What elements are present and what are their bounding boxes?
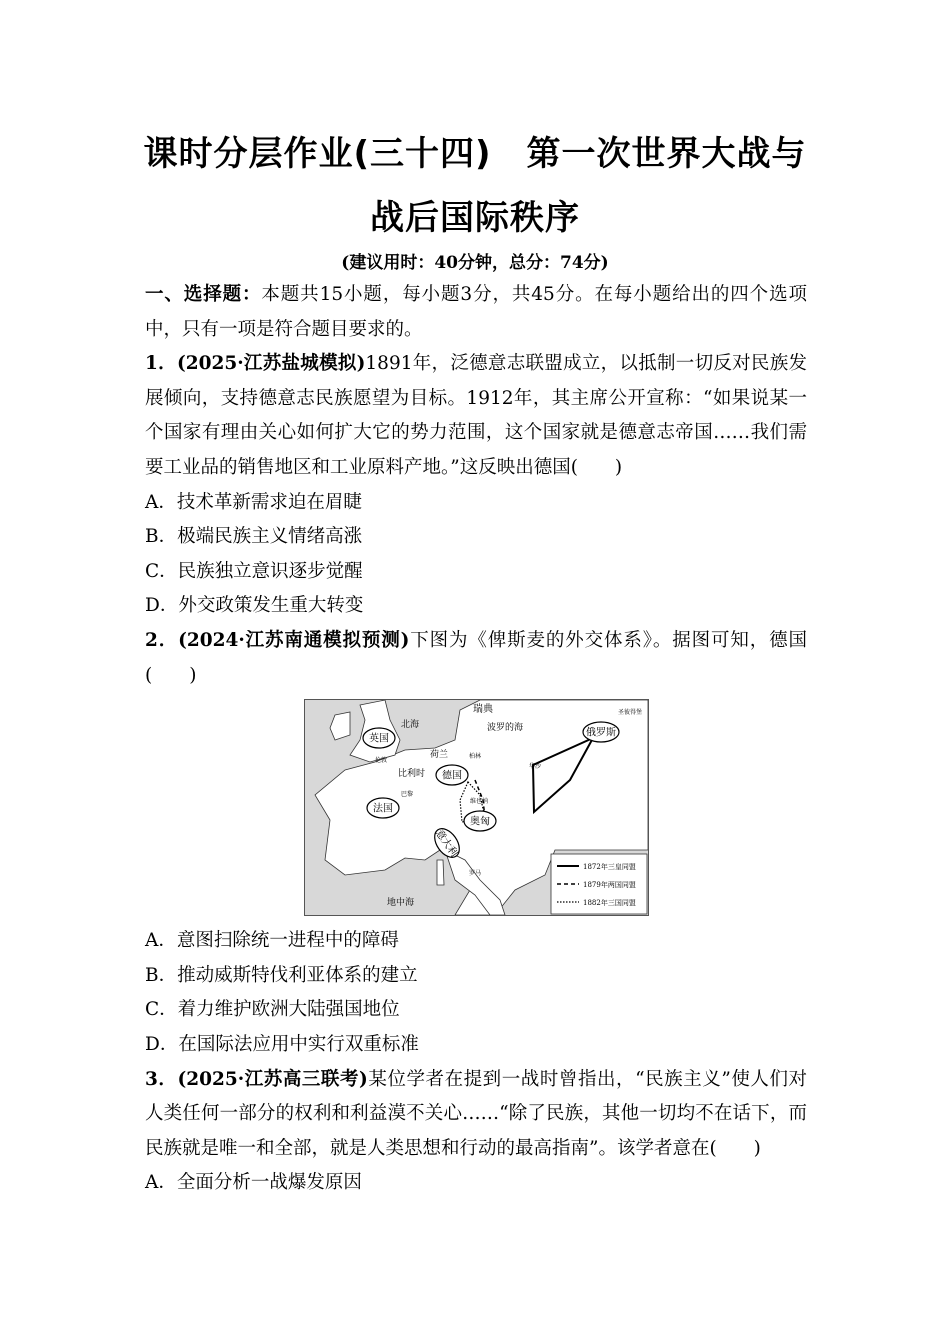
place-label: 波罗的海 (487, 723, 524, 734)
option-a: A．意图扫除统一进程中的障碍 (145, 930, 399, 952)
country-label: 英国 (369, 733, 389, 745)
legend-1882: 1882年三国同盟 (583, 899, 636, 908)
place-label: 圣彼得堡 (618, 709, 643, 717)
option-a: A．技术革新需求迫在眉睫 (145, 491, 362, 513)
legend-1872: 1872年三皇同盟 (583, 863, 636, 872)
place-label: 伦敦 (375, 757, 388, 765)
place-label: 罗马 (469, 870, 482, 878)
place-label: 柏林 (469, 753, 482, 761)
option-c: C．民族独立意识逐步觉醒 (145, 560, 363, 582)
question-number: 3． (145, 1068, 178, 1090)
page-title-line1: 课时分层作业(三十四) 第一次世界大战与 (143, 134, 807, 174)
place-label: 比利时 (398, 769, 426, 780)
place-label: 巴黎 (401, 791, 414, 799)
option-d: D．在国际法应用中实行双重标准 (145, 1033, 419, 1055)
section-text: 本题共15小题，每小题3分，共45分。在每小题给出的四个选项中，只有一项是符合题目要求的。 (145, 284, 807, 340)
place-label: 地中海 (387, 898, 415, 909)
place-label: 维也纳 (470, 798, 489, 806)
sardinia-land (437, 860, 444, 885)
question-source: (2024·江苏南通模拟预测) (178, 629, 410, 651)
question-number: 2． (145, 629, 179, 651)
bismarck-alliance-map (304, 699, 649, 916)
question-stem: 下图为《俾斯麦的外交体系》。据图可知，德国( ) (145, 629, 807, 686)
question-2 (145, 624, 807, 693)
question-3 (145, 1063, 807, 1167)
legend-1879: 1879年两国同盟 (583, 881, 636, 890)
country-label: 德国 (442, 770, 462, 782)
section-instructions (145, 278, 807, 347)
section-heading: 一、选择题： (145, 284, 262, 305)
option-c: C．着力维护欧洲大陆强国地位 (145, 999, 400, 1021)
question-source: (2025·江苏高三联考) (177, 1068, 368, 1090)
question-source: (2025·江苏盐城模拟) (176, 353, 366, 375)
country-label: 法国 (373, 803, 393, 815)
country-label: 俄罗斯 (586, 727, 616, 739)
place-label: 北海 (401, 720, 420, 731)
subtitle: (建议用时：40分钟，总分：74分) (341, 253, 609, 273)
question-number: 1． (145, 353, 177, 375)
place-label: 华沙 (529, 763, 542, 771)
place-label: 荷兰 (430, 750, 449, 761)
option-b: B．推动威斯特伐利亚体系的建立 (145, 964, 418, 986)
country-label: 意大利 (433, 828, 460, 860)
country-label: 奥匈 (470, 816, 490, 828)
page-title-line2: 战后国际秩序 (370, 198, 580, 238)
question-1 (145, 347, 807, 485)
option-a: A．全面分析一战爆发原因 (145, 1172, 362, 1194)
question-stem: 1891年，泛德意志联盟成立，以抵制一切反对民族发展倾向，支持德意志民族愿望为目标。1912年，其主席公开宣称：“如果说某一个国家有理由关心如何扩大它的势力范围，这个国家就是德意志帝国……我们需要工业品的销售地区和工业原料产地。”这反映出德国( ) (145, 353, 808, 478)
place-label: 瑞典 (473, 704, 493, 716)
option-d: D．外交政策发生重大转变 (145, 595, 364, 617)
option-b: B．极端民族主义情绪高涨 (145, 526, 363, 548)
question-stem: 某位学者在提到一战时曾指出，“民族主义”使人们对人类任何一部分的权利和利益漠不关心……“除了民族，其他一切均不在话下，而民族就是唯一和全部，就是人类思想和行动的最高指南”。该学者意在( ) (145, 1068, 807, 1159)
document-body (145, 278, 807, 1201)
